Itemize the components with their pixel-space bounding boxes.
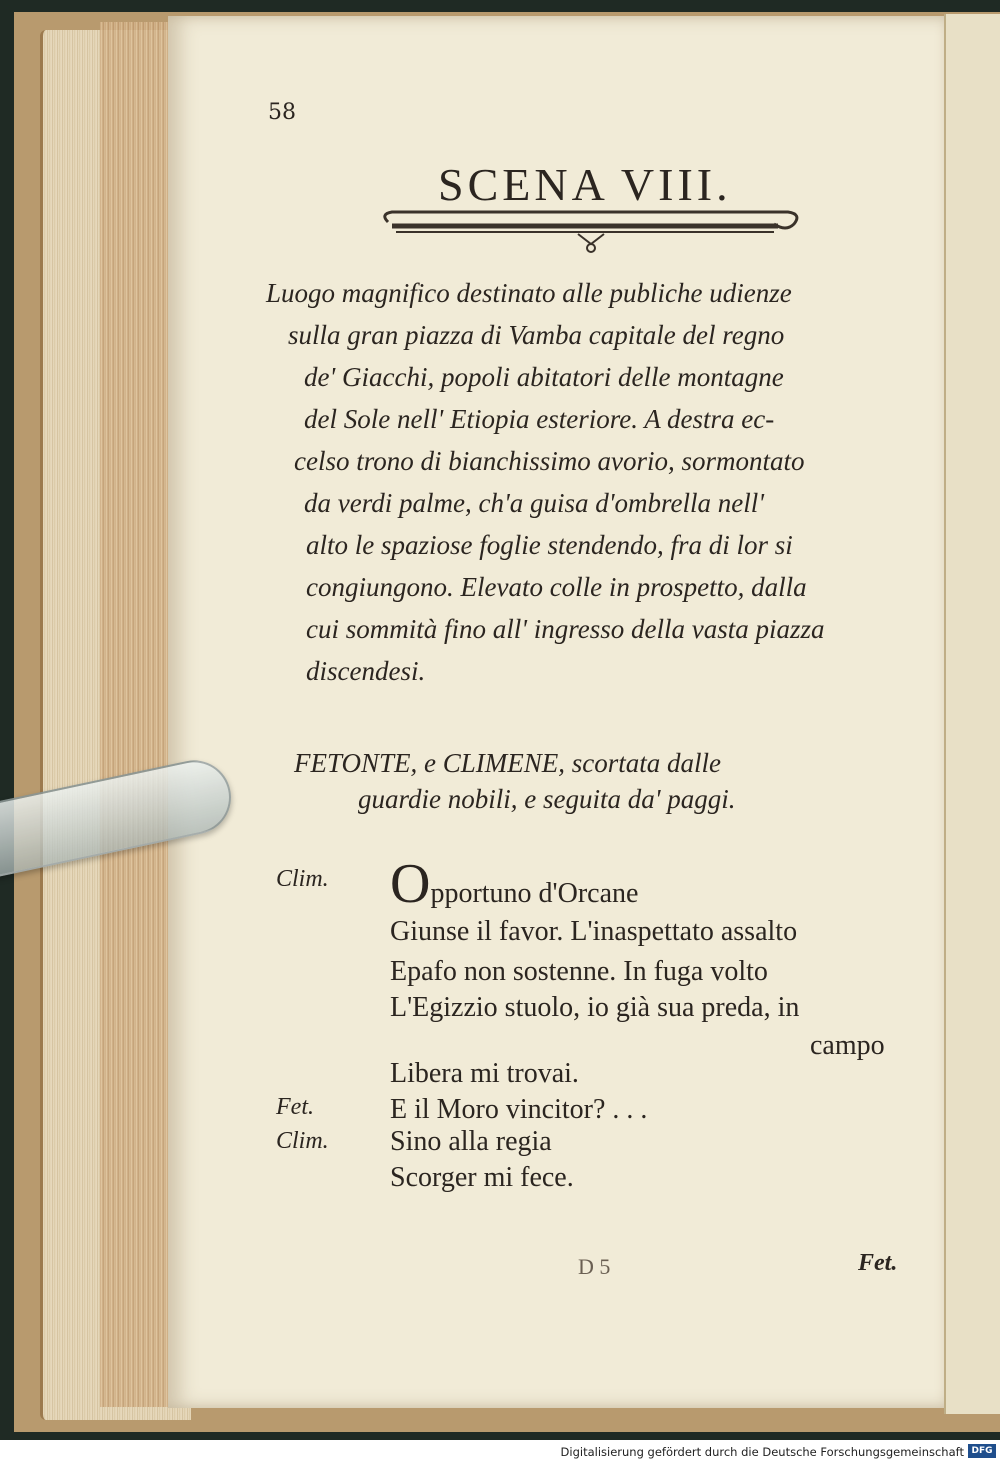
speaker-label: Fet. (276, 1094, 314, 1120)
page-number: 58 (268, 100, 296, 125)
description-line: cui sommità fino all' ingresso della vasta piazza (306, 614, 825, 644)
drop-cap: O (390, 853, 431, 915)
scene-description (266, 272, 926, 692)
speaker-label: Clim. (276, 1128, 329, 1154)
description-line: congiungono. Elevato colle in prospetto, dalla (306, 572, 807, 602)
verse-line (390, 853, 639, 915)
description-line: da verdi palme, ch'a guisa d'ombrella nell' (304, 488, 765, 518)
characters-line: FETONTE, e CLIMENE, scortata dalle (294, 748, 722, 778)
verse-line: campo (810, 1030, 885, 1061)
verse-text: pportuno d'Orcane (430, 878, 639, 909)
description-line: sulla gran piazza di Vamba capitale del regno (288, 320, 785, 350)
verse-line: Libera mi trovai. (390, 1058, 579, 1089)
verse-line: E il Moro vincitor? . . . (390, 1094, 648, 1125)
verse-line: Epafo non sostenne. In fuga volto (390, 956, 768, 987)
verse-line: Giunse il favor. L'inaspettato assalto (390, 916, 798, 947)
description-line: de' Giacchi, popoli abitatori delle montagne (304, 362, 784, 392)
scene-title: SCENA VIII. (438, 159, 732, 210)
footer-credit: Digitalisierung gefördert durch die Deutsche Forschungsgemeinschaft (560, 1445, 964, 1459)
dfg-logo: DFG (968, 1444, 996, 1458)
signature-mark: D 5 (578, 1254, 611, 1279)
verse-line: Sino alla regia (390, 1126, 552, 1157)
description-line: del Sole nell' Etiopia esteriore. A destra ec- (304, 404, 775, 434)
characters-line: guardie nobili, e seguita da' paggi. (358, 784, 736, 814)
characters-heading (294, 745, 914, 817)
description-line: Luogo magnifico destinato alle publiche udienze (266, 278, 792, 308)
catchword: Fet. (858, 1250, 898, 1276)
facing-page-edge (944, 14, 1000, 1414)
description-line: discendesi. (306, 656, 426, 686)
speaker-label: Clim. (276, 866, 329, 892)
description-line: celso trono di bianchissimo avorio, sormontato (294, 446, 805, 476)
verse-line: L'Egizzio stuolo, io già sua preda, in (390, 992, 800, 1023)
verse-line: Scorger mi fece. (390, 1162, 574, 1193)
description-line: alto le spaziose foglie stendendo, fra di lor si (306, 530, 793, 560)
ornament-divider (378, 204, 804, 254)
